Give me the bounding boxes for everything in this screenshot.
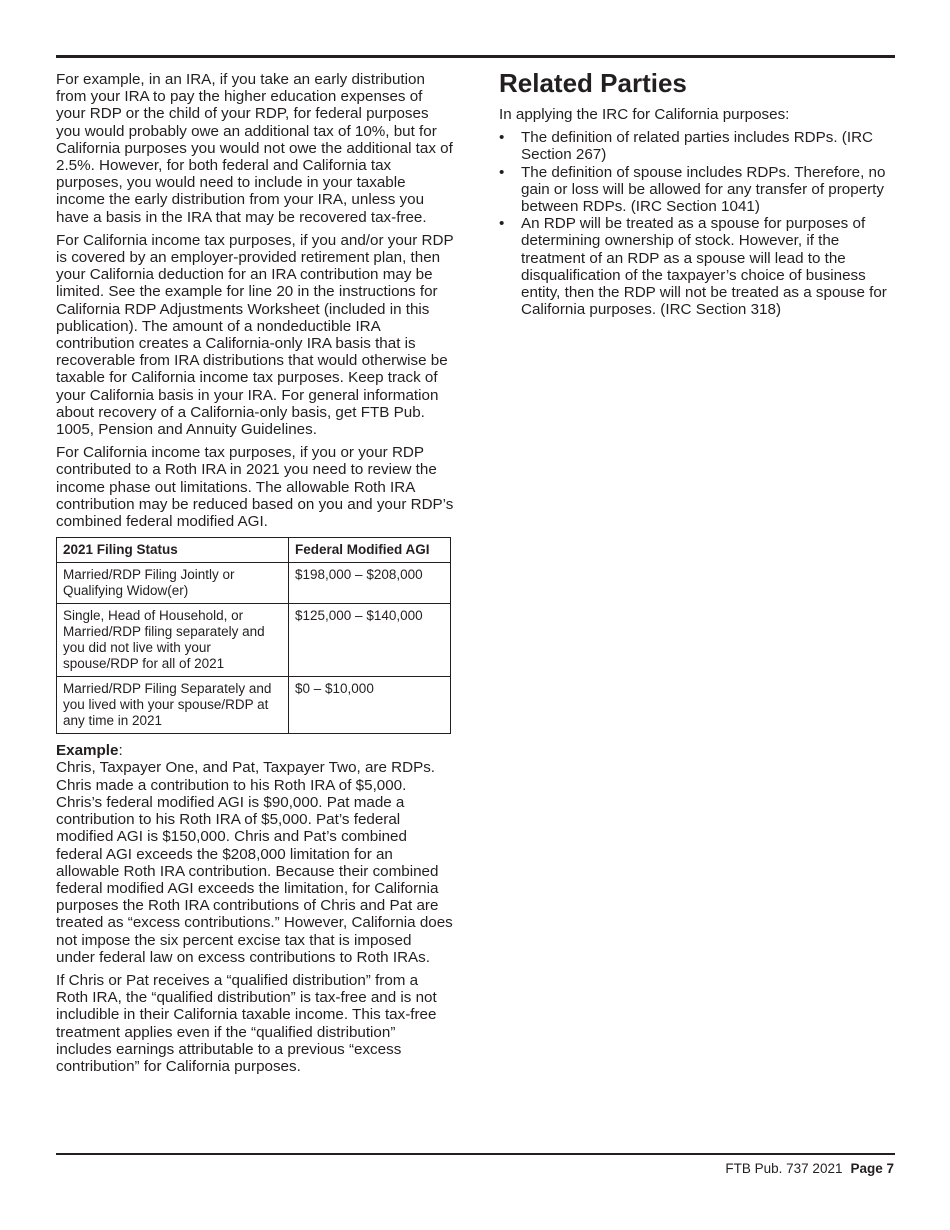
example-colon: : — [118, 742, 123, 760]
filing-status-table — [56, 537, 451, 734]
bullet-icon: • — [499, 215, 505, 233]
table-row — [57, 677, 451, 734]
list-item — [499, 215, 899, 318]
list-item — [499, 164, 899, 216]
example-heading — [56, 742, 454, 759]
footer-page-number: Page 7 — [850, 1161, 894, 1176]
table-cell-status: Single, Head of Household, or Married/RDP filing separately and you did not live with your spouse/RDP for all of 2021 — [57, 604, 289, 677]
bottom-rule — [56, 1153, 895, 1155]
right-column — [499, 68, 899, 318]
table-row — [57, 563, 451, 604]
example-label: Example — [56, 742, 119, 760]
paragraph-roth-ira-limitations: For California income tax purposes, if you or your RDP contributed to a Roth IRA in 2021 you need to review the income phase out limitations. The allowable Roth IRA contribution may be reduced based on you and your RDP’s combined federal modified AGI. — [56, 444, 454, 531]
left-column — [56, 71, 454, 1081]
paragraph-example-roth-excess: Chris, Taxpayer One, and Pat, Taxpayer Two, are RDPs. Chris made a contribution to his Roth IRA of $5,000. Chris’s federal modified AGI is $90,000. Pat made a contribution to his Roth IRA of $5,000. Pat’s federal modified AGI is $150,000. Chris and Pat’s combined federal AGI exceeds the $208,000 limitation for an allowable Roth IRA contribution. Because their combined federal modified AGI exceeds the limitation, for California purposes the Roth IRA contributions of Chris and Pat are treated as “excess contributions.” However, California does not impose the six percent excise tax that is imposed under federal law on excess contributions to Roth IRAs. — [56, 759, 453, 966]
table-cell-status: Married/RDP Filing Separately and you lived with your spouse/RDP at any time in 2021 — [57, 677, 289, 734]
bullet-icon: • — [499, 129, 505, 147]
top-rule — [56, 55, 895, 58]
table-header-row — [57, 538, 451, 563]
list-item-text: An RDP will be treated as a spouse for purposes of determining ownership of stock. However, if the treatment of an RDP as a spouse will lead to the disqualification of the taxpayer’s choice of business entity, then the RDP will not be treated as a spouse for California purposes. (IRC Section 318) — [521, 215, 887, 319]
table-cell-agi: $0 – $10,000 — [289, 677, 451, 734]
table-header-filing-status: 2021 Filing Status — [57, 538, 289, 563]
paragraph-ira-early-distribution: For example, in an IRA, if you take an early distribution from your IRA to pay the higher education expenses of your RDP or the child of your RDP, for federal purposes you would probably owe an additional tax of 10%, but for California purposes you would not owe the additional tax of 2.5%. However, for both federal and California tax purposes, you would need to include in your taxable income the early distribution from your IRA, unless you have a basis in the IRA that may be recovered tax-free. — [56, 71, 453, 226]
bullet-icon: • — [499, 163, 505, 181]
related-parties-intro: In applying the IRC for California purposes: — [499, 106, 790, 123]
paragraph-employer-plan: For California income tax purposes, if you and/or your RDP is covered by an employer-provided retirement plan, then your California deduction for an IRA contribution may be limited. See the example for line 20 in the instructions for California RDP Adjustments Worksheet (included in this publication). The amount of a nondeductible IRA contribution creates a California-only IRA basis that is recoverable from IRA distributions that would otherwise be taxable for California income tax purposes. Keep track of your California basis in your IRA. For general information about recovery of a California-only basis, get FTB Pub. 1005, Pension and Annuity Guidelines. — [56, 231, 454, 439]
table-cell-agi: $198,000 – $208,000 — [289, 563, 451, 604]
list-item — [499, 129, 899, 163]
footer-publication: FTB Pub. 737 2021 — [725, 1161, 843, 1176]
table-cell-status: Married/RDP Filing Jointly or Qualifying Widow(er) — [57, 563, 289, 604]
list-item-text: The definition of spouse includes RDPs. Therefore, no gain or loss will be allowed for any transfer of property between RDPs. (IRC Section 1041) — [521, 163, 886, 216]
table-header-federal-agi: Federal Modified AGI — [289, 538, 451, 563]
page-footer — [725, 1160, 894, 1178]
table-cell-agi: $125,000 – $140,000 — [289, 604, 451, 677]
section-heading-related-parties: Related Parties — [499, 68, 687, 98]
table-row — [57, 604, 451, 677]
paragraph-example-qualified-distribution: If Chris or Pat receives a “qualified distribution” from a Roth IRA, the “qualified distribution” is tax-free and is not includible in their California taxable income. This tax-free treatment applies even if the “qualified distribution” includes earnings attributable to a previous “excess contribution” for California purposes. — [56, 971, 437, 1075]
related-parties-list — [499, 129, 899, 318]
list-item-text: The definition of related parties includes RDPs. (IRC Section 267) — [521, 129, 874, 164]
